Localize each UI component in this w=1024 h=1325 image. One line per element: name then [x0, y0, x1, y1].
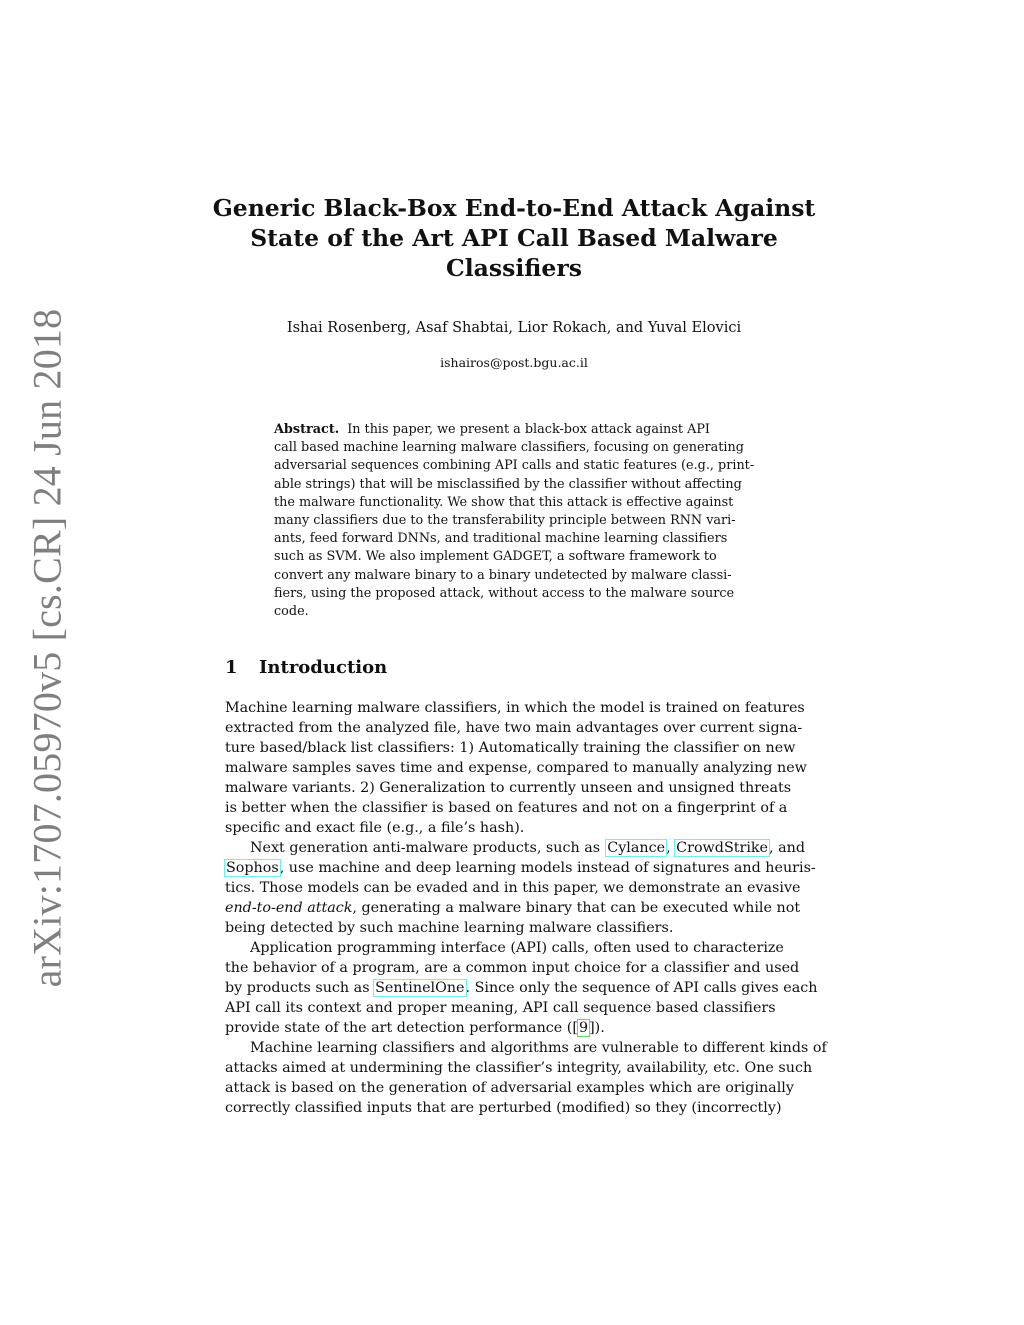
abstract-line: fiers, using the proposed attack, without access to the malware source	[274, 585, 735, 601]
section-number: 1	[225, 657, 238, 678]
section-title: Introduction	[259, 657, 388, 678]
body-line: tics. Those models can be evaded and in this paper, we demonstrate an evasive	[225, 880, 801, 896]
body-line: malware variants. 2) Generalization to currently unseen and unsigned threats	[225, 780, 792, 796]
body-line: malware samples saves time and expense, compared to manually analyzing new	[225, 760, 807, 776]
abstract-line: ants, feed forward DNNs, and traditional machine learning classifiers	[274, 531, 728, 547]
body-line: the behavior of a program, are a common input choice for a classifier and used	[225, 960, 800, 976]
abstract-line: the malware functionality. We show that this attack is effective against	[274, 494, 734, 510]
body-line: API call its context and proper meaning, API call sequence based classifiers	[225, 1000, 776, 1016]
citation-link[interactable]: 9	[578, 1020, 589, 1036]
abstract-line: code.	[274, 603, 309, 619]
link-crowdstrike[interactable]: CrowdStrike	[676, 840, 769, 856]
body-line: extracted from the analyzed file, have two main advantages over current signa-	[225, 720, 803, 736]
body-line: Next generation anti-malware products, such as Cylance, CrowdStrike, and	[250, 840, 805, 856]
title-line: Generic Black-Box End-to-End Attack Against	[212, 194, 816, 222]
body-line: ture based/black list classifiers: 1) Automatically training the classifier on new	[225, 740, 796, 756]
abstract-line: adversarial sequences combining API calls and static features (e.g., print-	[274, 458, 755, 474]
body-line: Machine learning classifiers and algorithms are vulnerable to different kinds of	[250, 1040, 827, 1056]
body-line: is better when the classifier is based on features and not on a fingerprint of a	[225, 800, 788, 816]
arxiv-stamp-text: arXiv:1707.05970v5 [cs.CR] 24 Jun 2018	[24, 308, 70, 988]
paper-title	[200, 193, 828, 283]
abstract-line: such as SVM. We also implement GADGET, a software framework to	[274, 549, 717, 565]
author-email: ishairos@post.bgu.ac.il	[440, 355, 588, 370]
abstract-line: able strings) that will be misclassified by the classifier without affecting	[274, 476, 742, 492]
abstract-line: many classifiers due to the transferability principle between RNN vari-	[274, 512, 736, 528]
body-line: being detected by such machine learning malware classifiers.	[225, 920, 674, 936]
body-line: attack is based on the generation of adversarial examples which are originally	[225, 1080, 794, 1096]
body-line: Sophos, use machine and deep learning models instead of signatures and heuris-	[226, 860, 816, 876]
body-line: specific and exact file (e.g., a file’s hash).	[225, 820, 525, 836]
abstract-line: call based machine learning malware classifiers, focusing on generating	[274, 440, 744, 456]
link-cylance[interactable]: Cylance	[607, 840, 666, 856]
section-heading-introduction	[225, 656, 805, 680]
introduction-body	[225, 698, 827, 1118]
body-line: end-to-end attack, generating a malware binary that can be executed while not	[225, 900, 801, 916]
abstract-line: Abstract. In this paper, we present a black-box attack against API	[274, 422, 710, 437]
body-line: Application programming interface (API) calls, often used to characterize	[250, 940, 784, 956]
title-line: State of the Art API Call Based Malware	[250, 224, 778, 252]
abstract	[274, 421, 756, 621]
body-line: provide state of the art detection performance ([9]).	[225, 1020, 605, 1036]
abstract-label: Abstract.	[274, 422, 340, 437]
abstract-line: convert any malware binary to a binary undetected by malware classi-	[274, 567, 732, 583]
author-list: Ishai Rosenberg, Asaf Shabtai, Lior Rokach, and Yuval Elovici	[286, 320, 742, 336]
link-sentinelone[interactable]: SentinelOne	[375, 980, 465, 996]
body-line: correctly classified inputs that are perturbed (modified) so they (incorrectly)	[225, 1100, 782, 1116]
emphasis-term: end-to-end attack	[225, 900, 353, 916]
link-sophos[interactable]: Sophos	[226, 860, 279, 876]
body-line: Machine learning malware classifiers, in which the model is trained on features	[225, 700, 805, 716]
body-line: by products such as SentinelOne. Since only the sequence of API calls gives each	[225, 980, 818, 996]
body-line: attacks aimed at undermining the classifier’s integrity, availability, etc. One such	[225, 1060, 813, 1076]
title-line: Classifiers	[446, 254, 582, 282]
